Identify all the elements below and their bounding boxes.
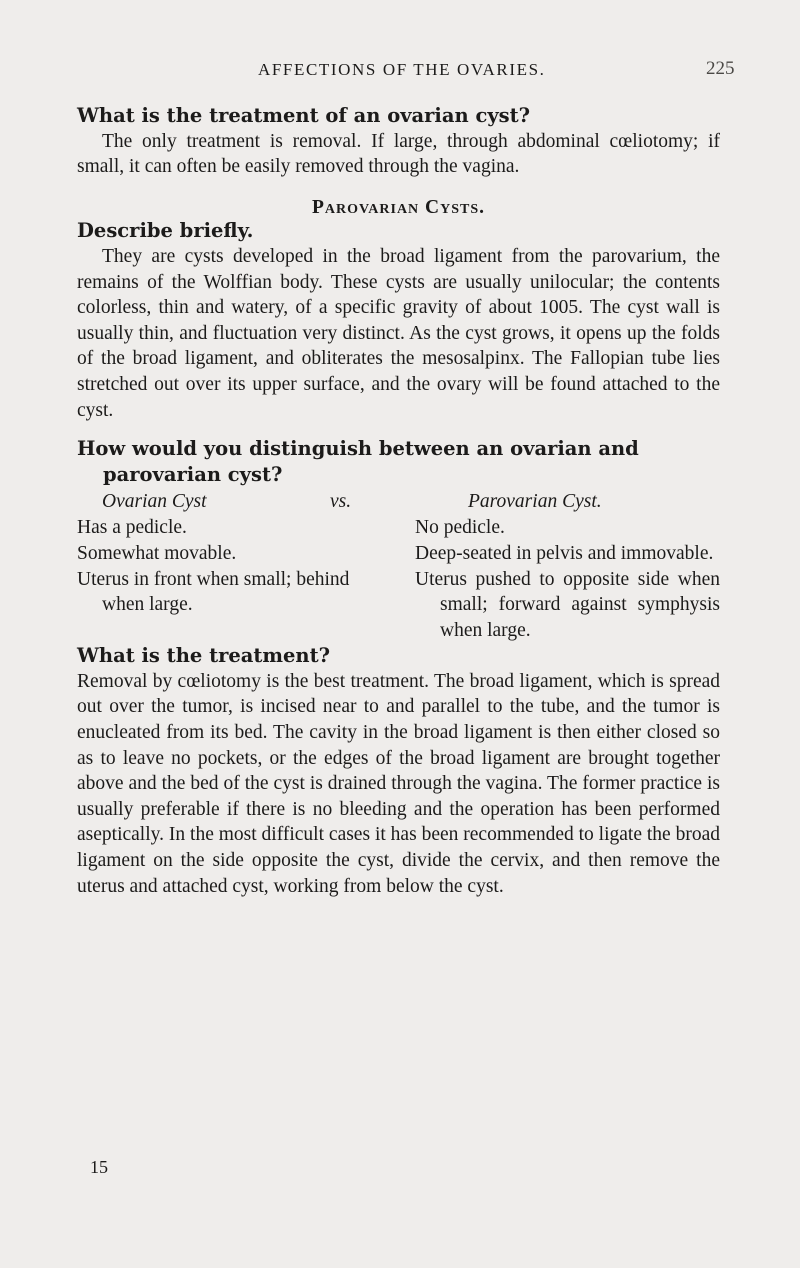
answer-describe-briefly: They are cysts developed in the broad ligament from the parovarium, the remains of the Wolffian body. These cysts are usually unilocular; the contents colorless, thin and watery, of a specific gravity of about 1005. The cyst wall is usually thin, and fluctuation very distinct. As the cyst grows, it opens up the folds of the broad ligament, and obliterates the mesosalpinx. The Fallopian tube lies stretched out over its upper surface, and the ovary will be found attached to the cyst. (77, 245, 720, 421)
running-title: AFFECTIONS OF THE OVARIES. (258, 60, 546, 79)
question-treatment: What is the treatment? (77, 644, 331, 668)
comparison-parovarian: No pedicle. (415, 517, 505, 539)
comparison-header (77, 489, 720, 515)
header-parovarian-cyst: Parovarian Cyst. (468, 491, 602, 513)
question-distinguish: How would you distinguish between an ovarian and parovarian cyst? (77, 437, 639, 486)
comparison-row (77, 515, 720, 541)
page-number: 225 (706, 58, 735, 79)
question-describe-briefly: Describe briefly. (77, 219, 254, 243)
comparison-parovarian: Deep-seated in pelvis and immovable. (415, 542, 714, 564)
comparison-ovarian: Somewhat movable. (77, 542, 237, 564)
section-title: Parovarian Cysts. (311, 196, 486, 218)
answer-treatment: Removal by cœliotomy is the best treatment. The broad ligament, which is spread out over the tumor, is incised near to and parallel to the tube, and the tumor is enucleated from its bed. The cavity in the broad ligament is then either closed so as to leave no pockets, or the edges of the broad ligament are brought together above and the bed of the cyst is drained through the vagina. The former practice is usually preferable if there is no bleeding and the operation has been performed aseptically. In the most difficult cases it has been recommended to ligate the broad ligament on the side opposite the cyst, divide the cervix, and then remove the uterus and attached cyst, working from below the cyst. (77, 670, 720, 897)
comparison-parovarian: Uterus pushed to opposite side when small; forward against symphysis when large. (415, 568, 720, 641)
signature-mark: 15 (90, 1157, 108, 1177)
header-vs: vs. (330, 491, 352, 513)
comparison-row (77, 567, 720, 644)
running-head (0, 60, 800, 90)
comparison-row (77, 541, 720, 567)
comparison-ovarian: Uterus in front when small; behind when large. (77, 568, 350, 616)
comparison-table (77, 489, 720, 643)
question-ovarian-cyst-treatment: What is the treatment of an ovarian cyst? (77, 104, 531, 127)
answer-ovarian-cyst-treatment: The only treatment is removal. If large, through abdominal cœliotomy; if small, it can often be easily removed through the vagina. (77, 130, 720, 178)
page-body (77, 103, 720, 899)
header-ovarian-cyst: Ovarian Cyst (102, 491, 207, 513)
comparison-ovarian: Has a pedicle. (77, 517, 187, 539)
